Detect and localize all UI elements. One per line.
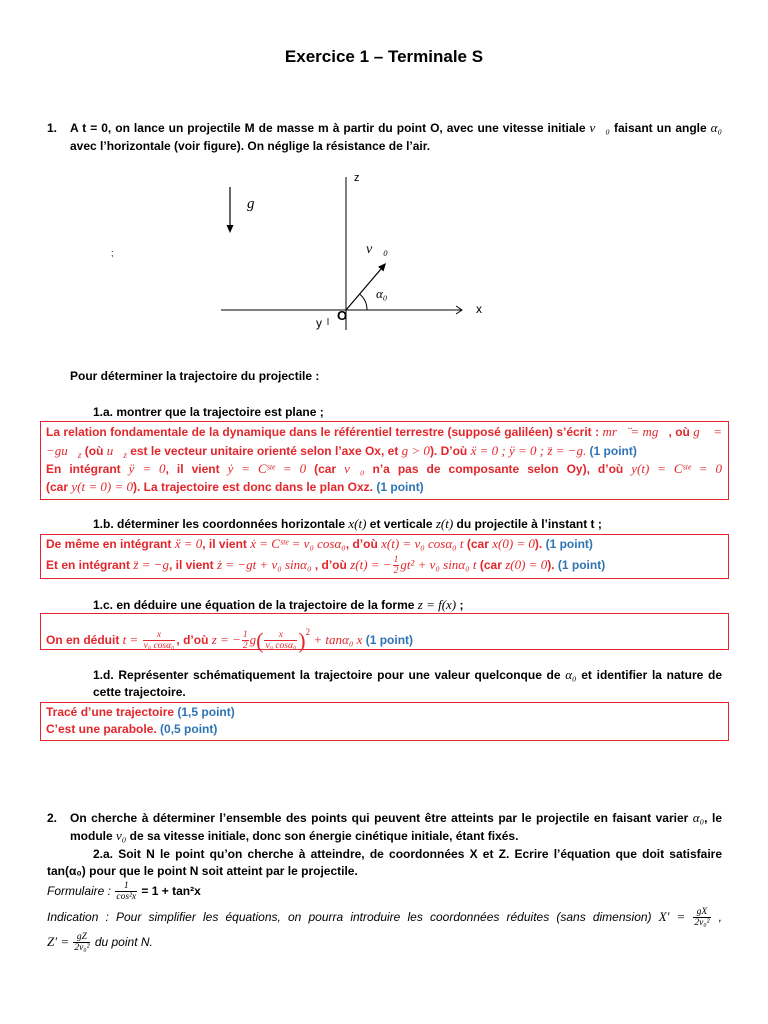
line-text [93,598,463,612]
answer-1a-line-1 [46,423,722,441]
text-segment: , d’où [345,537,382,551]
y-axis-label: y [316,316,322,330]
line-text [70,119,722,137]
line-text: avec l’horizontale (voir figure). On néglige la résistance de l’air. [70,139,431,153]
line-text [46,462,722,476]
line-text: 1. [47,121,58,135]
line-text [46,555,606,577]
answer-1c-line [46,623,722,653]
line-text [93,668,722,682]
question-2-number [47,809,67,827]
trajectory-intro [70,367,722,385]
question-1d-line-2 [93,683,722,701]
math-expression: mr⃗̈ = mg⃗ [602,424,669,439]
line-text: 2.a. Soit N le point qu’on cherche à atteindre, de coordonnées X et Z. Ecrire l’équation que doit satisfaire [93,847,722,861]
question-1b-label [93,515,722,533]
line-text [47,907,722,929]
question-2-line-2 [70,827,722,845]
text-segment: Formulaire : [47,884,115,898]
line-text [47,881,201,903]
answer-1b-line-1 [46,535,722,553]
math-expression: x(0) = 0 [492,536,535,551]
fraction [73,932,90,953]
math-expression: v⃗₀ [589,120,610,135]
math-subscript: z [77,450,82,460]
question-1-line-1 [70,119,722,137]
text-segment: (car [463,537,493,551]
line-text: 1.a. montrer que la trajectoire est plane ; [93,405,324,419]
text-segment: , d’où [311,558,351,572]
fraction-denominator: 2 [242,641,248,652]
text-segment: ). D’où [429,444,471,458]
fraction [115,881,137,902]
math-expression: v₀ [116,828,127,843]
fraction [143,630,176,651]
formula-hint [47,881,722,903]
points-label: (1 point) [545,537,593,551]
points-label: (1 point) [586,444,637,458]
text-segment: ). [534,537,546,551]
fraction [393,555,400,576]
angle-arc [360,294,367,310]
math-expression: α₀ [710,120,723,135]
fraction-denominator: v₀ cosα₀ [143,641,175,652]
math-expression: g > 0 [401,443,430,458]
indication-line-2 [47,932,722,954]
fraction-denominator: 2 [393,566,399,577]
fraction-denominator: cos²x [116,892,137,903]
math-expression: α₀ [565,667,577,682]
math-expression: z = − [211,632,241,647]
answer-1b-line-2 [46,555,722,577]
left-parenthesis: ( [256,627,264,653]
fraction-denominator: v₀ cosα₀ [265,641,297,652]
line-text: Pour déterminer la trajectoire du projectile : [70,369,320,383]
text-segment: Tracé d’une trajectoire [46,705,178,719]
gravity-vector-arrowhead [227,225,234,233]
text-segment: En intégrant [46,462,129,476]
math-expression: ẏ = Cˢᵗᵉ = 0 [227,461,307,476]
answer-box-1b [40,534,729,579]
math-expression: ẍ = 0 [174,536,203,551]
fraction-numerator: 1 [393,555,399,566]
text-segment: ). La trajectoire est donc dans le plan Oxz. [132,480,377,494]
math-expression: y(t) = Cˢᵗᵉ = 0 [631,461,722,476]
line-text [46,423,722,441]
text-segment: 1.b. déterminer les coordonnées horizontale [93,517,349,531]
text-segment: pour que le point N soit atteint par le projectile. [85,864,358,878]
text-segment: faisant un angle [609,121,711,135]
line-text [46,444,637,458]
line-text [46,705,235,719]
line-text [93,517,602,531]
points-label: (1 point) [557,558,606,572]
text-segment: Indication : Pour simplifier les équations, on pourra introduire les coordonnées réduites (sans dimension) [47,910,659,924]
math-expression: u⃗ [106,443,124,458]
text-segment: (où [81,444,107,458]
fraction [264,630,297,651]
text-segment: n’a pas de composante selon Oy), d’où [364,462,632,476]
fraction [242,630,249,651]
text-segment: (car [306,462,345,476]
math-expression: z(t) = − [350,557,392,572]
points-label: (1 point) [362,633,414,647]
math-subscript: z [123,450,127,460]
text-segment: Et en intégrant [46,558,134,572]
math-expression: z(t) [435,516,454,531]
text-segment: (car [476,558,506,572]
answer-1d-line-2 [46,720,722,738]
math-expression: gt² + v₀ sinα₀ t [400,557,477,572]
math-expression: t = [122,632,142,647]
text-segment: , il vient [168,558,217,572]
question-2-line-1 [70,809,722,827]
fraction-denominator: 2v₀² [74,943,90,954]
text-segment: de sa vitesse initiale, donc son énergie cinétique initiale, étant fixés. [126,829,519,843]
text-segment: 1.d. Représenter schématiquement la trajectoire pour une valeur quelconque de [93,668,566,682]
math-expression: ẍ = 0 ; ÿ = 0 ; z̈ = −g. [470,443,587,458]
question-1-number [47,119,67,137]
answer-1a-line-4 [46,478,722,496]
line-text [46,722,217,736]
text-segment: , il vient [202,537,251,551]
text-segment: est le vecteur unitaire orienté selon l’axe Ox, et [126,444,402,458]
fraction-numerator: gZ [73,932,90,943]
answer-box-1d [40,702,729,741]
text-segment: , [711,910,722,924]
math-expression: x(t) [348,516,367,531]
math-expression: α₀ [692,810,705,825]
fraction-numerator: x [143,630,176,641]
math-expression: Z′ = [47,934,73,949]
gravity-vector-label: g⃗ [247,196,267,212]
fraction-numerator: x [264,630,297,641]
math-expression: −gu⃗ [46,443,78,458]
question-1d-line-1 [93,666,722,684]
math-expression: X′ = [658,909,693,924]
stray-mark: ; [111,248,114,258]
math-expression: v⃗₀ [344,461,365,476]
math-expression: ÿ = 0 [128,461,166,476]
text-segment: De même en intégrant [46,537,175,551]
text-segment: et verticale [366,517,436,531]
question-2a-line-1 [93,845,722,863]
text-segment: ). [547,558,558,572]
math-expression: x(t) = v₀ cosα₀ t [381,536,464,551]
answer-1a-line-2 [46,442,722,460]
line-text: 2. [47,811,58,825]
projectile-figure [200,165,500,340]
text-segment: (car [46,480,72,494]
z-axis-label: z [354,172,360,184]
text-segment: , il vient [165,462,228,476]
line-text: cette trajectoire. [93,685,186,699]
math-expression: y(t = 0) = 0 [71,479,133,494]
fraction-denominator: 2v₀² [694,918,710,929]
line-text [46,480,424,494]
text-segment: C’est une parabole. [46,722,161,736]
indication-line-1 [47,907,722,929]
question-1a-label [93,403,722,421]
line-text [70,811,722,825]
question-1-line-2 [70,137,722,155]
origin-label: O [337,308,348,323]
question-2a-line-2 [47,862,722,880]
answer-1a-line-3 [46,460,722,478]
answer-box-1c [40,613,729,653]
text-segment: et identifier la nature de [576,668,722,682]
x-axis-label: x [476,302,482,316]
line-text [46,627,414,653]
math-expression: z = f(x) [417,597,457,612]
text-segment: du point N. [91,935,153,949]
text-segment: 1.c. en déduire une équation de la trajectoire de la forme [93,598,418,612]
math-expression: + tanα₀ x [310,632,363,647]
answer-1d-line-1 [46,703,722,721]
initial-velocity-label: v⃗₀ [366,242,388,257]
text-segment: , d’où [176,633,212,647]
line-text [70,829,518,843]
math-expression: z(0) = 0 [505,557,548,572]
fraction [693,907,710,928]
math-expression: z̈ = −g [133,557,169,572]
answer-box-1a [40,421,729,500]
angle-label: α₀ [376,286,388,301]
text-segment: ; [456,598,464,612]
points-label: (1,5 point) [177,705,235,719]
text-segment: A t = 0, on lance un projectile M de masse m à partir du point O, avec une vitesse initiale [70,121,590,135]
line-text [47,932,153,954]
math-expression: ẋ = Cˢᵗᵉ = v₀ cosα₀ [250,536,346,551]
exponent: 2 [305,627,311,637]
text-segment: On en déduit [46,633,123,647]
fraction-numerator: gX [693,907,710,918]
math-expression: ż = −gt + v₀ sinα₀ [216,557,312,572]
points-label: (0,5 point) [160,722,218,736]
points-label: (1 point) [376,480,424,494]
right-parenthesis: ) [298,627,306,653]
fraction-numerator: 1 [242,630,248,641]
line-text [46,537,593,551]
text-segment: du projectile à l’instant t ; [453,517,602,531]
math-expression: = 1 + tan²x [138,884,201,898]
text-segment: , le [704,811,722,825]
math-expression: tan(α₀) [47,864,86,878]
text-segment: On cherche à déterminer l’ensemble des points qui peuvent être atteints par le projectile en faisant varier [70,811,693,825]
question-1c-label [93,596,722,614]
page-title: Exercice 1 – Terminale S [284,47,484,66]
math-expression: g [249,632,257,647]
text-segment: , où [668,425,694,439]
text-segment: module [70,829,117,843]
text-segment: La relation fondamentale de la dynamique dans le référentiel terrestre (supposé galiléen) s’écrit : [46,425,603,439]
math-expression: g⃗ = [693,424,723,439]
line-text [47,864,358,878]
fraction-numerator: 1 [115,881,137,892]
